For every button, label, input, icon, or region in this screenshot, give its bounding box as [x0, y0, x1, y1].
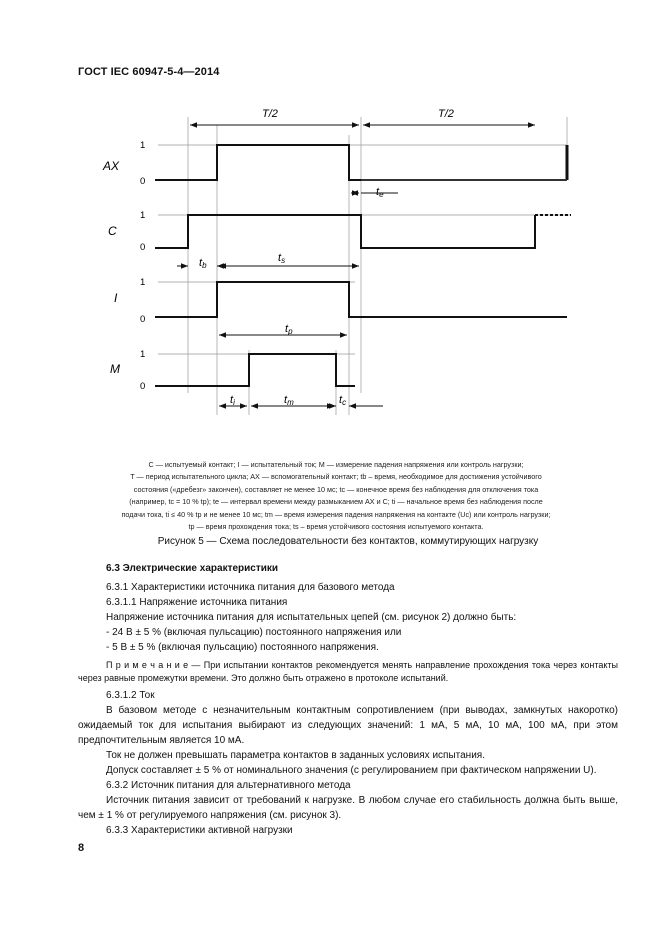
current-paragraph-3: Допуск составляет ± 5 % от номинального значения (с регулированием при фактическом напряжении U). — [106, 765, 597, 776]
waveform-m — [155, 354, 355, 386]
period-label-2: T/2 — [438, 108, 454, 120]
label-ti: ti — [230, 394, 235, 407]
c-low: 0 — [140, 242, 146, 253]
m-low: 0 — [140, 381, 146, 392]
note-text: — При испытании контактов рекомендуется менять направление прохождения тока через контакты через равные промежутки времени. Это должно быть отражено в протоколе испытаний. — [78, 660, 618, 683]
legend-line: подачи тока, ti ≤ 40 % tp и не менее 10 мс; tm — время измерения падения напряжения на контакте (Uc) или контроль нагрузки; — [121, 509, 551, 519]
period-label-1: T/2 — [262, 108, 278, 120]
ax-high: 1 — [140, 140, 146, 151]
alt-paragraph-1: Источник питания зависит от требований к нагрузке. В любом случае его стабильность должна быть выше, чем ± 1 % от регулируемого напряжения (см. рисунок 3). — [78, 795, 618, 821]
current-paragraph-2: Ток не должен превышать параметра контактов в заданных условиях испытания. — [106, 750, 485, 761]
legend-line: С — испытуемый контакт; I — испытательный ток; М — измерение падения напряжения или контроль нагрузки; — [148, 460, 524, 469]
subsection-6-3-1-1: 6.3.1.1 Напряжение источника питания — [106, 597, 288, 608]
label-te: te — [376, 186, 384, 199]
section-body — [78, 561, 618, 838]
label-tm: tm — [284, 394, 294, 407]
standard-header: ГОСТ IEC 60947-5-4—2014 — [78, 66, 220, 78]
figure-caption: Рисунок 5 — Схема последовательности без контактов, коммутирующих нагрузку — [157, 536, 539, 547]
sequence-diagram — [0, 95, 661, 450]
current-paragraph-1: В базовом методе с незначительным контактным сопротивлением (при выводах, замкнутых накоротко) ожидаемый ток для испытания выбирают из следующих значений: 1 мА, 5 мА, 10 мА, 100 мА, при этом предпочтительным является 10 мА. — [78, 705, 618, 746]
label-tp: tp — [285, 323, 293, 336]
waveform-c — [155, 215, 535, 248]
label-tc: tc — [339, 394, 347, 407]
legend-line: (например, tc = 10 % tp); te — интервал времени между размыканием AX и С; ti — начальное время без наблюдения после — [129, 497, 543, 507]
i-high: 1 — [140, 277, 146, 288]
row-label-ax: AX — [103, 159, 120, 173]
row-label-i: I — [114, 291, 118, 305]
voltage-option-1: - 24 В ± 5 % (включая пульсацию) постоянного напряжения или — [106, 627, 402, 638]
legend-line: состояния («дребезг» закончен), составляет не менее 10 мс; tc — конечное время без наблюдения для отключения тока — [133, 484, 539, 494]
label-tb: tb — [199, 257, 207, 270]
legend-line: T — период испытательного цикла; AX — вспомогательный контакт; tb – время, необходимое для достижения устойчивого — [130, 472, 542, 482]
figure-legend — [86, 459, 586, 533]
label-ts: ts — [278, 252, 286, 265]
voltage-intro: Напряжение источника питания для испытательных цепей (см. рисунок 2) должно быть: — [106, 612, 517, 623]
note — [78, 659, 618, 684]
note-label: П р и м е ч а н и е — [106, 660, 189, 670]
subsection-6-3-2: 6.3.2 Источник питания для альтернативного метода — [106, 780, 351, 791]
voltage-option-2: - 5 В ± 5 % (включая пульсацию) постоянного напряжения. — [106, 642, 379, 653]
section-heading: 6.3 Электрические характеристики — [106, 563, 279, 574]
row-label-m: M — [110, 362, 120, 376]
subsection-6-3-1-2: 6.3.1.2 Ток — [106, 690, 155, 701]
c-high: 1 — [140, 210, 146, 221]
m-high: 1 — [140, 349, 146, 360]
subsection-6-3-1: 6.3.1 Характеристики источника питания для базового метода — [106, 582, 395, 593]
i-low: 0 — [140, 314, 146, 325]
page-number: 8 — [78, 842, 85, 854]
row-label-c: C — [108, 224, 117, 238]
subsection-6-3-3: 6.3.3 Характеристики активной нагрузки — [106, 825, 293, 836]
ax-low: 0 — [140, 176, 146, 187]
legend-line: tp — время прохождения тока; ts – время устойчивого состояния испытуемого контакта. — [188, 522, 484, 532]
